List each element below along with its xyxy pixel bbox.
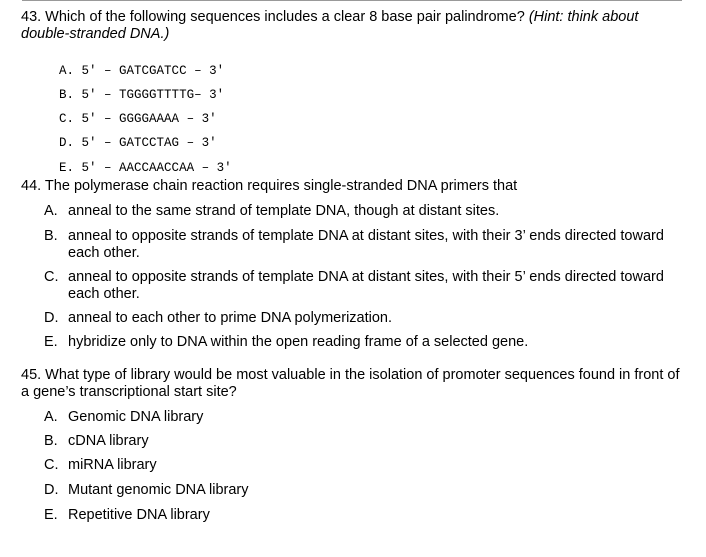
q43-option-c-sequence: 5' – GGGGAAAA – 3' (81, 112, 217, 126)
q44-option-e-text: hybridize only to DNA within the open reading frame of a selected gene. (68, 334, 529, 350)
q43-option-e-sequence: 5' – AACCAACCAA – 3' (81, 161, 232, 175)
q43-option-d-sequence: 5' – GATCCTAG – 3' (81, 136, 217, 150)
q45-option-a-text: Genomic DNA library (68, 409, 204, 425)
q44-option-e[interactable] (44, 334, 674, 351)
q44-option-d-text: anneal to each other to prime DNA polymerization. (68, 310, 393, 326)
q44-option-a-text: anneal to the same strand of template DNA, though at distant sites. (68, 203, 500, 219)
q45-option-a-letter: A. (44, 409, 58, 425)
question-43-hint: (Hint: think about double-stranded DNA.) (21, 9, 639, 42)
q43-option-a-letter: A. (59, 64, 75, 78)
q45-option-b-letter: B. (44, 433, 58, 449)
q44-option-c-text: anneal to opposite strands of template DNA at distant sites, with their 5’ ends directed toward each other. (68, 269, 664, 302)
q43-option-d-letter: D. (59, 136, 75, 150)
q45-option-e-letter: E. (44, 507, 58, 523)
q45-option-d-letter: D. (44, 482, 59, 498)
q44-option-b-text: anneal to opposite strands of template DNA at distant sites, with their 3’ ends directed toward each other. (68, 228, 664, 261)
q43-option-b-sequence: 5' – TGGGGTTTTG– 3' (81, 88, 225, 102)
top-rule (22, 0, 682, 1)
question-44-stem: 44. The polymerase chain reaction requires single-stranded DNA primers that (21, 178, 518, 194)
q45-option-e[interactable] (44, 507, 674, 524)
question-45-stem: 45. What type of library would be most valuable in the isolation of promoter sequences found in front of a gene’s transcriptional start site? (21, 367, 680, 400)
q45-option-e-text: Repetitive DNA library (68, 507, 210, 523)
q43-option-e-letter: E. (59, 161, 75, 175)
q44-option-b[interactable] (44, 228, 674, 262)
q44-option-d-letter: D. (44, 310, 59, 326)
q43-option-c-letter: C. (59, 112, 75, 126)
question-43-stem (21, 9, 686, 43)
q44-option-a[interactable] (44, 203, 674, 220)
q43-option-d[interactable] (44, 122, 217, 150)
q44-option-a-letter: A. (44, 203, 58, 219)
question-43-text: 43. Which of the following sequences includes a clear 8 base pair palindrome? (21, 9, 525, 25)
q45-option-d[interactable] (44, 482, 674, 499)
q44-option-c[interactable] (44, 269, 674, 303)
q44-option-c-letter: C. (44, 269, 59, 285)
q43-option-e[interactable] (44, 147, 232, 175)
q44-option-b-letter: B. (44, 228, 58, 244)
q45-option-d-text: Mutant genomic DNA library (68, 482, 249, 498)
q45-option-b[interactable] (44, 433, 674, 450)
q44-option-e-letter: E. (44, 334, 58, 350)
q43-option-b-letter: B. (59, 88, 75, 102)
q44-option-d[interactable] (44, 310, 674, 327)
q45-option-c-text: miRNA library (68, 457, 157, 473)
q43-option-a-sequence: 5' – GATCGATCC – 3' (81, 64, 225, 78)
q45-option-c[interactable] (44, 457, 674, 474)
q45-option-b-text: cDNA library (68, 433, 149, 449)
q45-option-a[interactable] (44, 409, 674, 426)
q45-option-c-letter: C. (44, 457, 59, 473)
